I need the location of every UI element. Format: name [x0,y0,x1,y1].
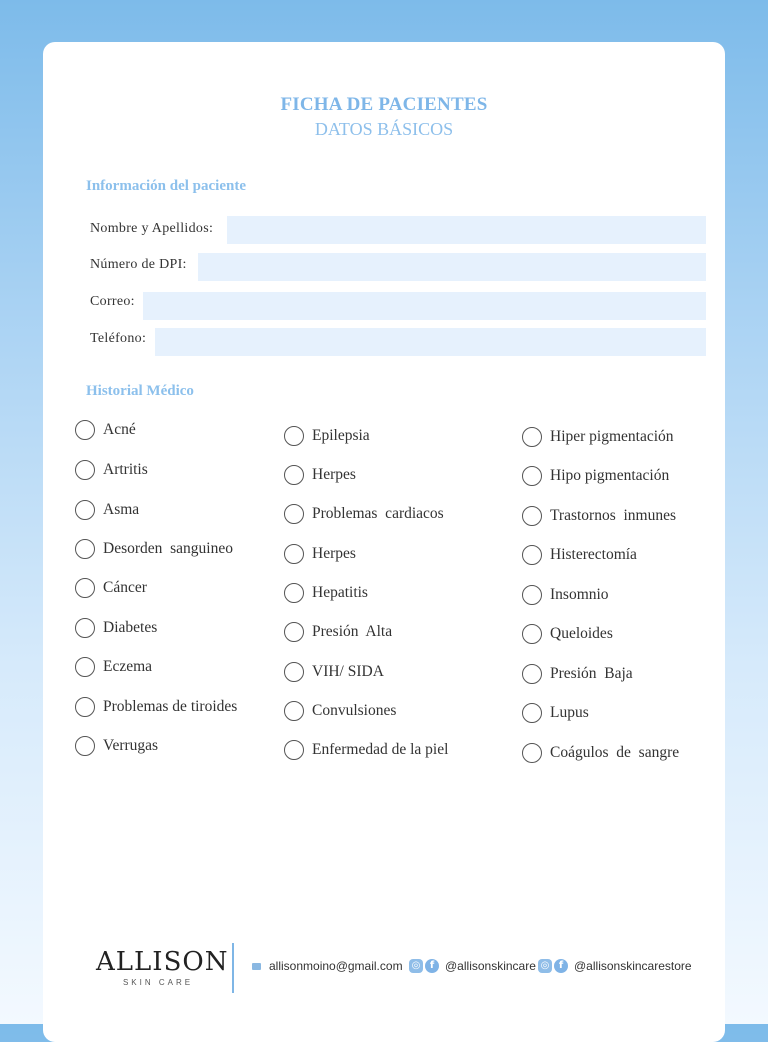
checkbox-item[interactable]: Hepatitis [284,583,368,603]
radio-circle-icon[interactable] [75,657,95,677]
radio-circle-icon[interactable] [522,545,542,565]
radio-circle-icon[interactable] [75,420,95,440]
checkbox-item[interactable]: Epilepsia [284,426,370,446]
handle-text: @allisonskincarestore [574,959,692,973]
instagram-icon: ◎ [409,959,423,973]
radio-circle-icon[interactable] [284,504,304,524]
phone-field[interactable] [155,328,706,356]
handle-text: @allisonskincare [445,959,536,973]
radio-circle-icon[interactable] [75,539,95,559]
radio-circle-icon[interactable] [75,618,95,638]
medical-history-heading: Historial Médico [86,383,194,399]
form-subtitle: DATOS BÁSICOS [314,119,454,139]
logo-text: ALLISON [96,947,229,977]
radio-circle-icon[interactable] [522,427,542,447]
instagram-icon: ◎ [538,959,552,973]
dpi-label: Número de DPI: [90,257,187,272]
patient-info-heading: Información del paciente [86,178,246,194]
checkbox-item[interactable]: Artritis [75,460,148,480]
mail-icon [252,963,261,970]
footer-email [252,959,403,973]
checkbox-item[interactable]: Trastornos inmunes [522,506,676,526]
checkbox-item[interactable]: Eczema [75,657,152,677]
footer-social-2 [538,959,692,973]
radio-circle-icon[interactable] [522,624,542,644]
brand-logo [96,947,229,987]
radio-circle-icon[interactable] [75,736,95,756]
footer-divider [232,943,234,993]
radio-circle-icon[interactable] [522,664,542,684]
radio-circle-icon[interactable] [75,500,95,520]
facebook-icon: f [425,959,439,973]
radio-circle-icon[interactable] [522,506,542,526]
radio-circle-icon[interactable] [75,460,95,480]
checkbox-item[interactable]: Hiper pigmentación [522,427,674,447]
checkbox-item[interactable]: Diabetes [75,618,157,638]
radio-circle-icon[interactable] [284,740,304,760]
email-field[interactable] [143,292,706,320]
dpi-field[interactable] [198,253,706,281]
checkbox-item[interactable]: Insomnio [522,585,609,605]
footer-social-1 [409,959,536,973]
checkbox-item[interactable]: Enfermedad de la piel [284,740,448,760]
email-label: Correo: [90,294,135,309]
logo-subtext: SKIN CARE [122,978,194,987]
radio-circle-icon[interactable] [522,585,542,605]
checkbox-item[interactable]: Presión Baja [522,664,633,684]
checkbox-item[interactable]: Problemas de tiroides [75,697,237,717]
checkbox-item[interactable]: Asma [75,500,139,520]
name-label: Nombre y Apellidos: [90,221,214,236]
checkbox-item[interactable]: Herpes [284,544,356,564]
checkbox-item[interactable]: VIH/ SIDA [284,662,384,682]
radio-circle-icon[interactable] [75,697,95,717]
checkbox-item[interactable]: Herpes [284,465,356,485]
radio-circle-icon[interactable] [284,544,304,564]
phone-label: Teléfono: [90,331,147,346]
checkbox-item[interactable]: Lupus [522,703,589,723]
name-field[interactable] [227,216,706,244]
checkbox-item[interactable]: Acné [75,420,136,440]
radio-circle-icon[interactable] [522,743,542,763]
radio-circle-icon[interactable] [522,466,542,486]
checkbox-item[interactable]: Verrugas [75,736,158,756]
radio-circle-icon[interactable] [284,583,304,603]
checkbox-item[interactable]: Histerectomía [522,545,637,565]
checkbox-item[interactable]: Presión Alta [284,622,392,642]
radio-circle-icon[interactable] [284,622,304,642]
radio-circle-icon[interactable] [284,701,304,721]
checkbox-item[interactable]: Cáncer [75,578,147,598]
radio-circle-icon[interactable] [522,703,542,723]
radio-circle-icon[interactable] [284,465,304,485]
form-title: FICHA DE PACIENTES [280,94,488,115]
checkbox-item[interactable]: Coágulos de sangre [522,743,679,763]
checkbox-item[interactable]: Convulsiones [284,701,396,721]
checkbox-item[interactable]: Desorden sanguineo [75,539,233,559]
checkbox-item[interactable]: Hipo pigmentación [522,466,669,486]
checkbox-item[interactable]: Queloides [522,624,613,644]
radio-circle-icon[interactable] [284,426,304,446]
checkbox-item[interactable]: Problemas cardiacos [284,504,444,524]
email-text: allisonmoino@gmail.com [269,959,403,973]
radio-circle-icon[interactable] [284,662,304,682]
facebook-icon: f [554,959,568,973]
radio-circle-icon[interactable] [75,578,95,598]
